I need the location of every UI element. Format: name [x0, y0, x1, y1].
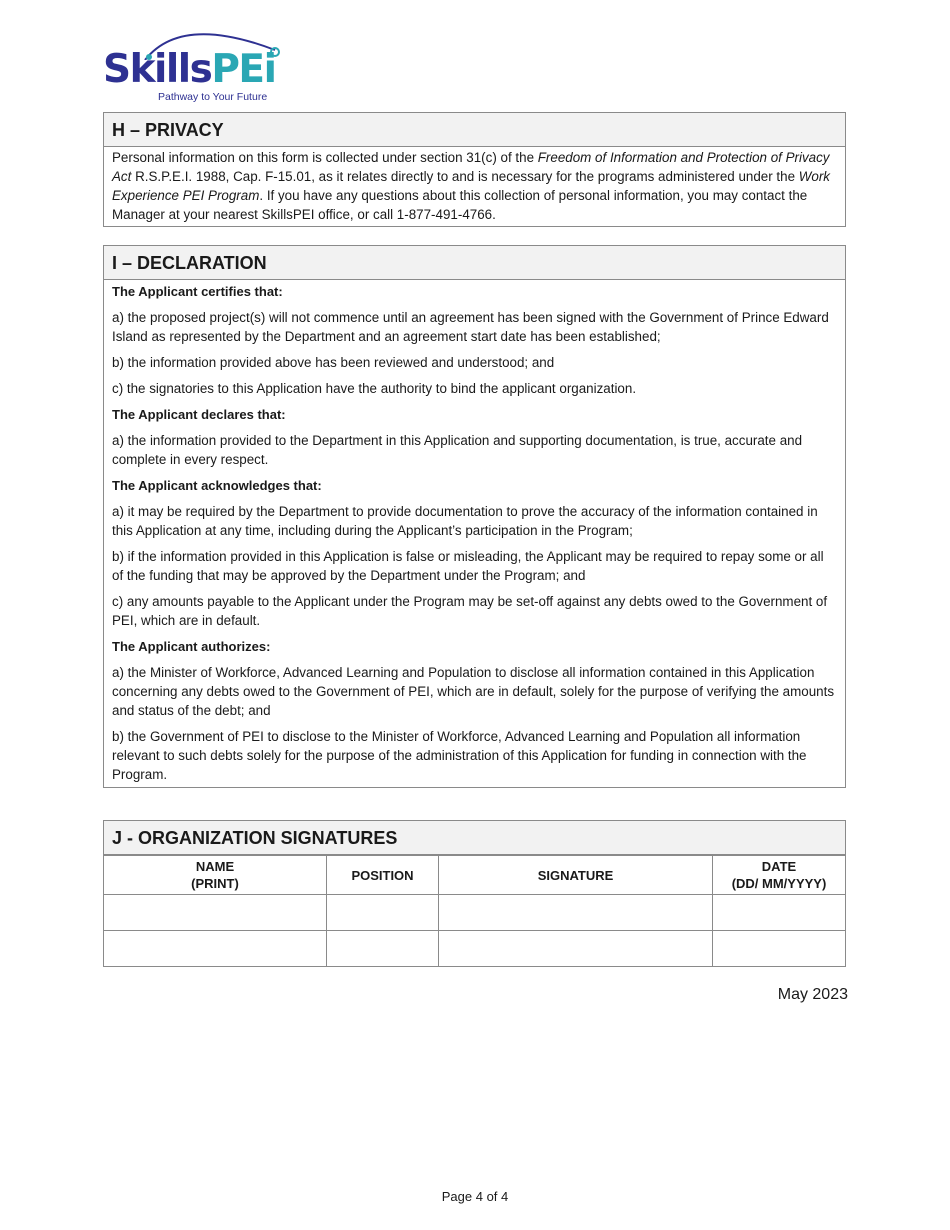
table-row — [104, 931, 845, 967]
col-date-header: DATE (DD/ MM/YYYY) — [713, 856, 846, 895]
certifies-item-a: a) the proposed project(s) will not commence until an agreement has been signed with the Government of Prince Edward Island as represented by the Department and an agreement start date has been established; — [112, 310, 829, 344]
acknowledges-item-a: a) it may be required by the Department to provide documentation to prove the accuracy of the information contained in this Application at any time, including during the Applicant’s participation in the Program; — [112, 504, 818, 538]
declaration-heading: I – DECLARATION — [104, 246, 845, 280]
logo-wordmark: SkillsPEi — [103, 47, 276, 92]
name-cell[interactable] — [104, 931, 327, 967]
authorizes-item-b: b) the Government of PEI to disclose to the Minister of Workforce, Advanced Learning and Population all information relevant to such debts solely for the purpose of the administration of this Application for funding in connection with the Program. — [112, 729, 807, 782]
signatures-section — [103, 820, 846, 967]
position-cell[interactable] — [327, 895, 439, 931]
declaration-body — [104, 280, 845, 787]
name-cell[interactable] — [104, 895, 327, 931]
acknowledges-heading: The Applicant acknowledges that: — [112, 478, 322, 493]
authorizes-heading: The Applicant authorizes: — [112, 639, 271, 654]
col-position-header: POSITION — [327, 856, 439, 895]
col-signature-header: SIGNATURE — [439, 856, 713, 895]
skillspei-logo — [103, 20, 288, 106]
certifies-item-b: b) the information provided above has been reviewed and understood; and — [112, 355, 555, 370]
signature-cell[interactable] — [439, 895, 713, 931]
position-cell[interactable] — [327, 931, 439, 967]
declares-item-a: a) the information provided to the Department in this Application and supporting documentation, is true, accurate and complete in every respect. — [112, 433, 803, 467]
form-version-date: May 2023 — [777, 986, 848, 1003]
page-number: Page 4 of 4 — [441, 1189, 509, 1204]
certifies-item-c: c) the signatories to this Application have the authority to bind the applicant organization. — [112, 381, 637, 396]
privacy-heading: H – PRIVACY — [104, 113, 845, 147]
date-cell[interactable] — [713, 931, 846, 967]
table-row — [104, 895, 845, 931]
acknowledges-item-b: b) if the information provided in this Application is false or misleading, the Applicant may be required to repay some or all of the funding that may be approved by the Department under the Program; and — [112, 549, 824, 583]
logo-tagline: Pathway to Your Future — [158, 91, 268, 103]
date-cell[interactable] — [713, 895, 846, 931]
acknowledges-item-c: c) any amounts payable to the Applicant under the Program may be set-off against any debts owed to the Government of PEI, which are in default. — [112, 594, 828, 628]
signatures-heading: J - ORGANIZATION SIGNATURES — [104, 821, 845, 855]
act-name: Freedom of Information and Protection of Privacy Act — [112, 150, 830, 184]
col-name-header: NAME (PRINT) — [104, 856, 327, 895]
privacy-section — [103, 112, 846, 227]
signatures-header-row — [104, 856, 845, 895]
signature-cell[interactable] — [439, 931, 713, 967]
authorizes-item-a: a) the Minister of Workforce, Advanced Learning and Population to disclose all information contained in this Application concerning any debts owed to the Government of PEI, which are in default, solely for the purpose of verifying the amounts and status of the debt; and — [112, 665, 835, 718]
program-name: Work Experience PEI Program — [112, 169, 830, 203]
declares-heading: The Applicant declares that: — [112, 407, 286, 422]
signatures-table — [104, 855, 845, 966]
declaration-section — [103, 245, 846, 788]
certifies-heading: The Applicant certifies that: — [112, 284, 283, 299]
privacy-text: Personal information on this form is collected under section 31(c) of the Freedom of Information and Protection of Privacy Act R.S.P.E.I. 1988, Cap. F-15.01, as it relates directly to and is necessary for the programs administered under the Work Experience PEI Program. If you have any questions about this collection of personal information, you may contact the Manager at your nearest SkillsPEI office, or call 1-877-491-4766. — [112, 150, 830, 222]
